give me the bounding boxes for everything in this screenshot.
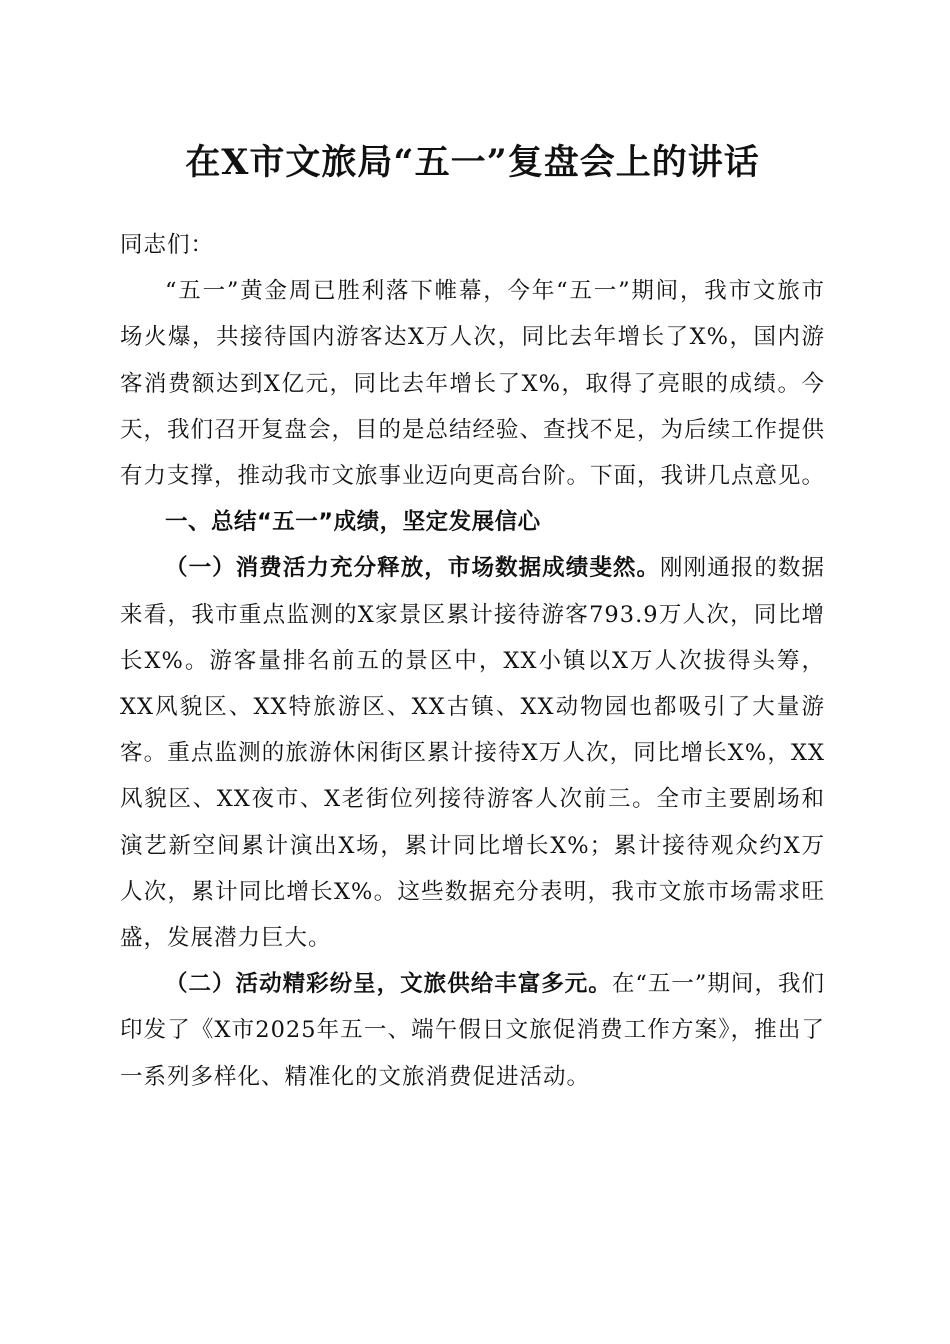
item-1-lead: （一）消费活力充分释放，市场数据成绩斐然。 <box>165 555 661 582</box>
intro-paragraph: “五一”黄金周已胜利落下帷幕，今年“五一”期间，我市文旅市场火爆，共接待国内游客达X万人次，同比去年增长了X%，国内游客消费额达到X亿元，同比去年增长了X%，取得了亮眼的成绩。今天，我们召开复盘会，目的是总结经验、查找不足，为后续工作提供有力支撑，推动我市文旅事业迈向更高台阶。下面，我讲几点意见。 <box>120 278 826 490</box>
salutation: 同志们： <box>120 232 215 258</box>
document-title: 在X市文旅局“五一”复盘会上的讲话 <box>185 142 760 183</box>
document-page <box>120 0 825 1100</box>
item-2-text: 在“五一”期间，我们印发了《X市2025年五一、端午假日文旅促消费工作方案》，推出了一系列多样化、精准化的文旅消费促进活动。 <box>120 971 825 1090</box>
item-2-paragraph <box>120 961 825 1100</box>
section-heading-1: 一、总结“五一”成绩，坚定发展信心 <box>165 509 541 536</box>
document-body <box>120 222 825 1100</box>
item-1-paragraph <box>120 545 825 961</box>
item-2-lead: （二）活动精彩纷呈，文旅供给丰富多元。 <box>165 971 612 998</box>
item-1-text: 刚刚通报的数据来看，我市重点监测的X家景区累计接待游客793.9万人次，同比增长X%。游客量排名前五的景区中，XX小镇以X万人次拔得头筹，XX风貌区、XX特旅游区、XX古镇、XX动物园也都吸引了大量游客。重点监测的旅游休闲街区累计接待X万人次，同比增长X%，XX风貌区、XX夜市、X老街位列接待游客人次前三。全市主要剧场和演艺新空间累计演出X场，累计同比增长X%；累计接待观众约X万人次，累计同比增长X%。这些数据充分表明，我市文旅市场需求旺盛，发展潜力巨大。 <box>120 555 825 952</box>
